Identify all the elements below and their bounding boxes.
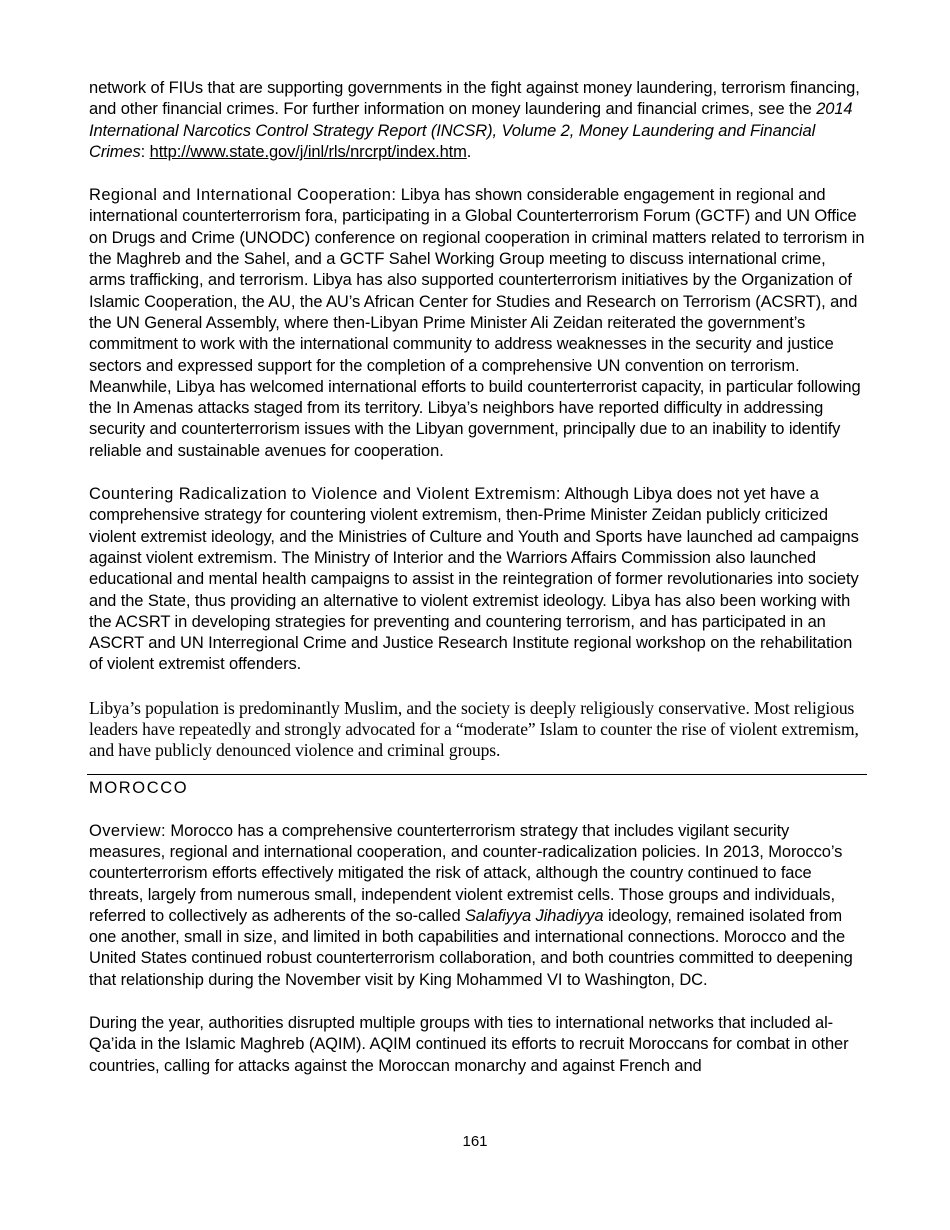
morocco-section-title: MOROCCO: [89, 778, 189, 797]
intro-colon: :: [140, 142, 150, 161]
report-title: 2014 International Narcotics Control Strategy Report (INCSR), Volume 2, Money Laundering and Financial Crimes: [89, 100, 853, 161]
intro-paragraph: [89, 78, 865, 163]
intro-text: network of FIUs that are supporting governments in the fight against money laundering, terrorism financing, and other financial crimes. For further information on money laundering and financial crimes, see the: [89, 79, 860, 119]
regional-cooperation-paragraph: [89, 185, 865, 462]
document-page: [89, 78, 865, 1077]
section-divider: [87, 774, 867, 775]
regional-cooperation-heading: Regional and International Cooperation:: [89, 186, 397, 205]
population-paragraph: Libya’s population is predominantly Muslim, and the society is deeply religiously conservative. Most religious leaders have repeatedly and strongly advocated for a “moderate” Islam to counter the rise of violent extremism, and have publicly denounced violence and criminal groups.: [89, 697, 859, 761]
page-number: 161: [462, 1133, 488, 1150]
regional-cooperation-body: Libya has shown considerable engagement in regional and international counterterrorism fora, participating in a Global Counterterrorism Forum (GCTF) and UN Office on Drugs and Crime (UNODC) conference on regional cooperation in criminal matters related to terrorism in the Maghreb and the Sahel, and a GCTF Sahel Working Group meeting to discuss international crime, arms trafficking, and terrorism. Libya has also supported counterterrorism initiatives by the Organization of Islamic Cooperation, the AU, the AU’s African Center for Studies and Research on Terrorism (ACSRT), and the UN General Assembly, where then-Libyan Prime Minister Ali Zeidan reiterated the government’s commitment to work with the international community to address weaknesses in the security and justice sectors and expressed support for the completion of a comprehensive UN convention on terrorism. Meanwhile, Libya has welcomed international efforts to build counterterrorist capacity, in particular following the In Amenas attacks staged from its territory. Libya’s neighbors have reported difficulty in addressing security and counterterrorism issues with the Libyan government, principally due to an inability to identify reliable and sustainable avenues for cooperation.: [89, 186, 865, 460]
morocco-overview-heading: Overview:: [89, 821, 166, 840]
report-url-link[interactable]: http://www.state.gov/j/inl/rls/nrcrpt/index.htm: [149, 142, 467, 161]
salafiyya-jihadiyya-term: Salafiyya Jihadiyya: [465, 906, 604, 925]
intro-period: .: [466, 142, 472, 161]
countering-radicalization-body: Although Libya does not yet have a comprehensive strategy for countering violent extremism, then-Prime Minister Zeidan publicly criticized violent extremist ideology, and the Ministries of Culture and Youth and Sports have launched ad campaigns against violent extremism. The Ministry of Interior and the Warriors Affairs Commission also launched educational and mental health campaigns to assist in the reintegration of former revolutionaries into society and the State, thus providing an alternative to violent extremist ideology. Libya has also been working with the ACSRT in developing strategies for preventing and countering terrorism, and has participated in an ASCRT and UN Interregional Crime and Justice Research Institute regional workshop on the rehabilitation of violent extremist offenders.: [89, 485, 859, 674]
during-year-paragraph: During the year, authorities disrupted multiple groups with ties to international networks that included al-Qa’ida in the Islamic Maghreb (AQIM). AQIM continued its efforts to recruit Moroccans for combat in other countries, calling for attacks against the Moroccan monarchy and against French and: [89, 1013, 849, 1075]
morocco-overview-text-end: ideology, remained isolated from one another, small in size, and limited in both capabilities and international connections. Morocco and the United States continued robust counterterrorism collaboration, and both countries committed to deepening that relationship during the November visit by King Mohammed VI to Washington, DC.: [89, 906, 853, 989]
countering-radicalization-paragraph: [89, 484, 865, 676]
countering-radicalization-heading: Countering Radicalization to Violence and Violent Extremism:: [89, 485, 561, 504]
morocco-overview-text: Morocco has a comprehensive counterterrorism strategy that includes vigilant security measures, regional and international cooperation, and counter-radicalization policies. In 2013, Morocco’s counterterrorism efforts effectively mitigated the risk of attack, although the country continued to face threats, largely from numerous small, independent violent extremist cells. Those groups and individuals, referred to collectively as adherents of the so-called: [89, 821, 843, 925]
morocco-overview-paragraph: [89, 821, 865, 991]
